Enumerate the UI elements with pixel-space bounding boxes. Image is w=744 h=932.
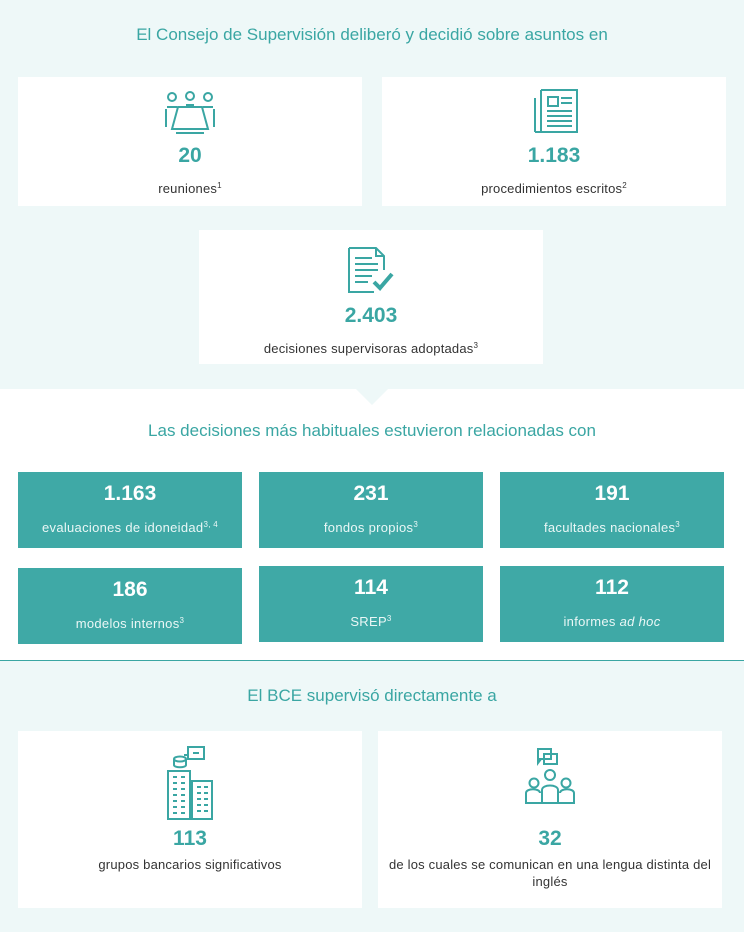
tile-label: SREP$^3$ (350, 614, 392, 629)
stat-card-non-english (378, 731, 722, 908)
stat-value: 20 (178, 144, 202, 167)
stat-value: 1.183 (527, 144, 581, 167)
stat-label: grupos bancarios significativos (98, 857, 282, 872)
document-check-icon (346, 246, 396, 294)
tile-national-powers (500, 472, 724, 548)
tile-value: 114 (354, 576, 388, 599)
tile-label: facultades nacionales$^3$ (543, 520, 681, 535)
stat-card-decisions (199, 230, 543, 364)
section-divider (0, 660, 744, 661)
document-icon (529, 88, 579, 136)
bank-buildings-icon (164, 745, 216, 821)
stat-card-meetings (18, 77, 362, 206)
stat-value: 113 (173, 827, 207, 850)
tile-ad-hoc-reports (500, 566, 724, 642)
section-arrow-notch (356, 389, 388, 405)
stat-value: 2.403 (344, 304, 398, 327)
tile-label: modelos internos$^3$ (75, 616, 185, 631)
section-title-supervised: El BCE supervisó directamente a (247, 686, 497, 705)
meeting-table-icon (164, 91, 216, 135)
tile-label: fondos propios$^3$ (323, 520, 419, 535)
stat-card-written-procedures (382, 77, 726, 206)
tile-label: evaluaciones de idoneidad$^{3, 4}$ (41, 520, 218, 535)
tile-own-funds (259, 472, 483, 548)
section-title-decisions: Las decisiones más habituales estuvieron relacionadas con (148, 421, 596, 440)
stat-label: procedimientos escritos$^2$ (481, 181, 627, 196)
tile-label: informes ad hoc (563, 614, 661, 629)
section-title-council: El Consejo de Supervisión deliberó y decidió sobre asuntos en (136, 25, 608, 44)
stat-label: de los cuales se comunican en una lengua distinta del inglés (388, 857, 712, 889)
stat-value: 32 (538, 827, 562, 850)
tile-value: 112 (595, 576, 629, 599)
tile-internal-models (18, 568, 242, 644)
tile-value: 186 (112, 578, 148, 601)
tile-srep (259, 566, 483, 642)
tile-value: 191 (594, 482, 630, 505)
tile-fit-proper (18, 472, 242, 548)
people-speech-icon (523, 745, 577, 807)
stat-label: reuniones$^1$ (158, 181, 222, 196)
stat-card-banking-groups (18, 731, 362, 908)
stat-label: decisiones supervisoras adoptadas$^3$ (263, 341, 479, 356)
tile-value: 1.163 (103, 482, 157, 505)
tile-value: 231 (353, 482, 389, 505)
